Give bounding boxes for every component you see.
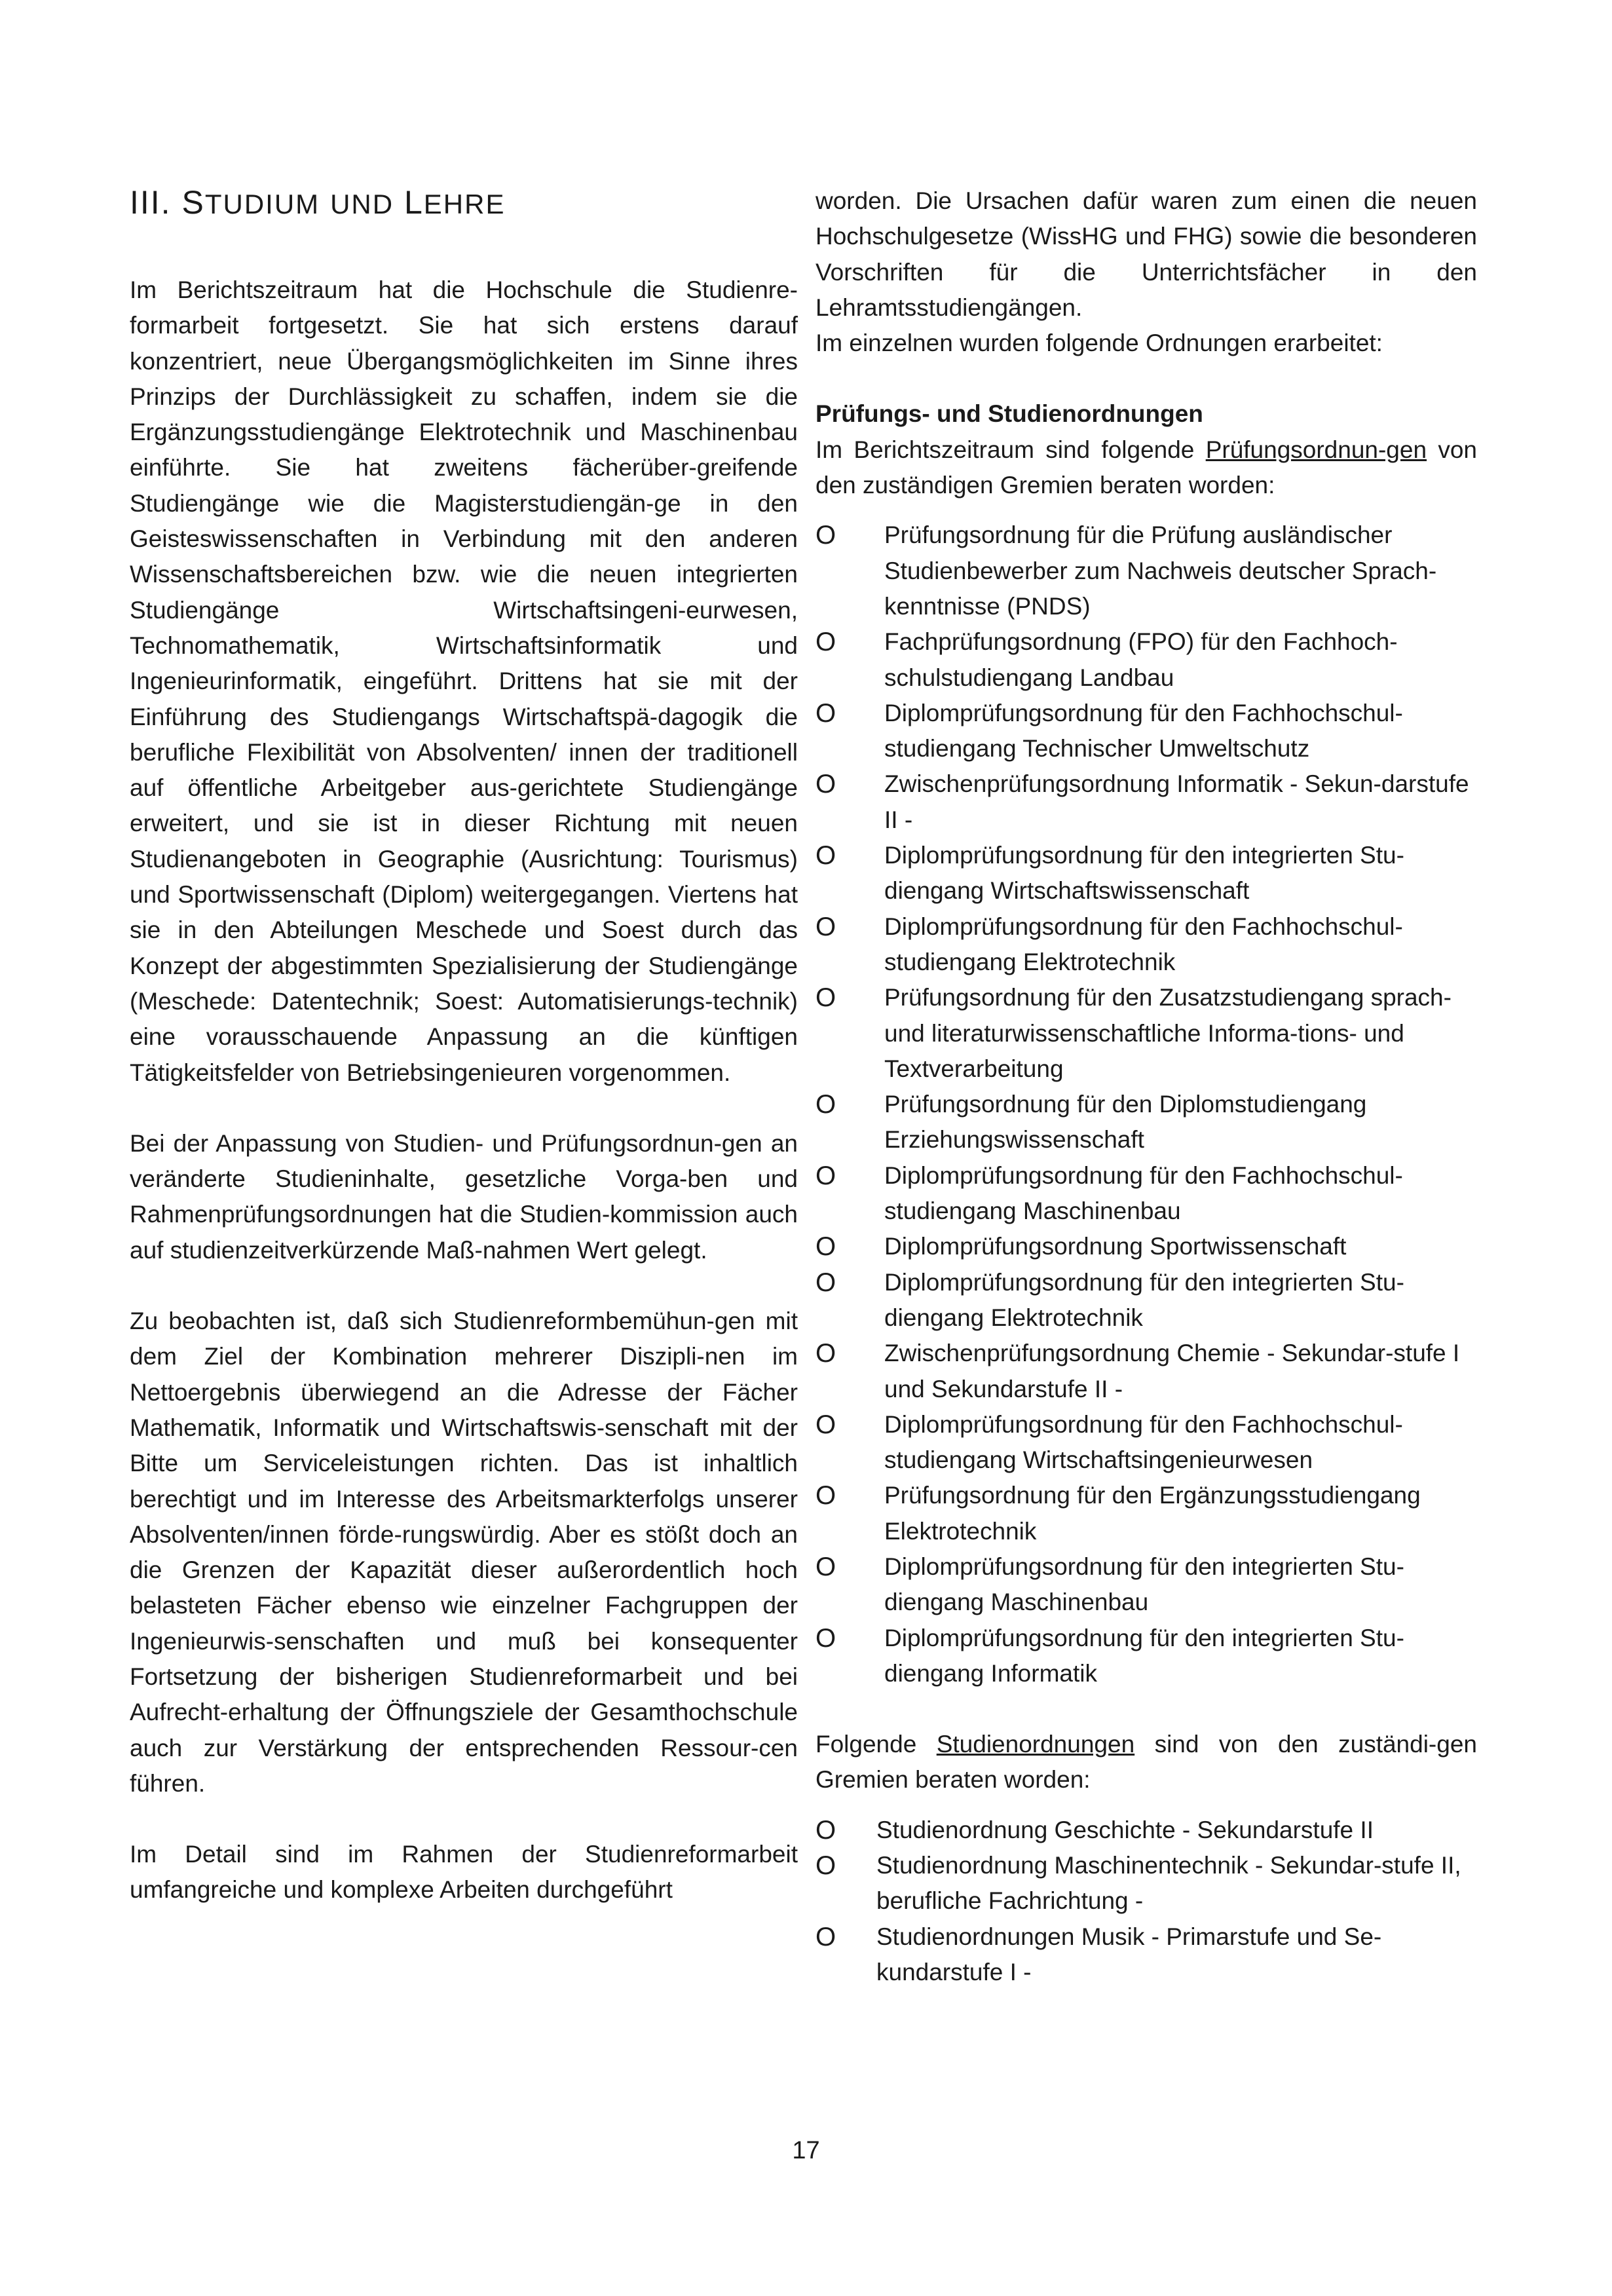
list-item-text: Diplomprüfungsordnung für den Fachhochschul-studiengang Maschinenbau [884, 1161, 1403, 1225]
paragraph-continuation: worden. Die Ursachen dafür waren zum einen die neuen Hochschulgesetze (WissHG und FHG) sowie die besonderen Vorschriften für die Unterrichtsfächer in den Lehramtsstudiengängen. [815, 187, 1477, 321]
circle-bullet-icon: O [815, 1552, 836, 1581]
list-item [815, 909, 1477, 981]
list-item-text: Prüfungsordnung für den Ergänzungsstudiengang Elektrotechnik [884, 1482, 1421, 1545]
list-item [815, 980, 1477, 1087]
study-orders-list [815, 1813, 1477, 1990]
paragraph-orders-intro: Im einzelnen wurden folgende Ordnungen erarbeitet: [815, 329, 1383, 357]
list-item-text: Diplomprüfungsordnung für den Fachhochschul-studiengang Technischer Umweltschutz [884, 699, 1403, 762]
circle-bullet-icon: O [815, 1410, 836, 1439]
list-item-text: Diplomprüfungsordnung Sportwissenschaft [884, 1233, 1347, 1260]
list-item [815, 624, 1477, 696]
list-item [815, 766, 1477, 838]
circle-bullet-icon: O [815, 1161, 836, 1190]
circle-bullet-icon: O [815, 1232, 836, 1262]
list-item-text: Diplomprüfungsordnung für den Fachhochschul-studiengang Wirtschaftsingenieurwesen [884, 1410, 1403, 1474]
circle-bullet-icon: O [815, 628, 836, 657]
right-column [815, 183, 1477, 1990]
list-item-text: Diplomprüfungsordnung für den integrierten Stu-diengang Maschinenbau [884, 1553, 1404, 1616]
page-number: 17 [792, 2137, 820, 2164]
list-item [815, 1087, 1477, 1158]
list-item-text: Diplomprüfungsordnung für den integrierten Stu-diengang Elektrotechnik [884, 1268, 1404, 1331]
section-title: III. STUDIUM UND LEHRE [130, 184, 506, 221]
paragraph-study-orders-intro: Folgende Studienordnungen sind von den zuständi-gen Gremien beraten worden: [815, 1731, 1477, 1794]
circle-bullet-icon: O [815, 1851, 836, 1881]
list-item [815, 1265, 1477, 1336]
list-item [815, 1919, 1477, 1991]
circle-bullet-icon: O [815, 698, 836, 728]
list-item-text: Studienordnung Maschinentechnik - Sekundar-stufe II, berufliche Fachrichtung - [876, 1852, 1461, 1915]
list-item-text: Prüfungsordnung für die Prüfung ausländischer Studienbewerber zum Nachweis deutscher Sprach-kenntnisse (PNDS) [884, 521, 1437, 620]
list-item [815, 1407, 1477, 1478]
list-item-text: Studienordnung Geschichte - Sekundarstufe II [876, 1816, 1374, 1843]
list-item-text: Diplomprüfungsordnung für den Fachhochschul-studiengang Elektrotechnik [884, 913, 1403, 975]
list-item-text: Fachprüfungsordnung (FPO) für den Fachhoch-schulstudiengang Landbau [884, 628, 1398, 691]
list-item [815, 1158, 1477, 1230]
circle-bullet-icon: O [815, 912, 836, 941]
list-item [815, 1229, 1477, 1264]
list-item-text: Diplomprüfungsordnung für den integrierten Stu-diengang Wirtschaftswissenschaft [884, 842, 1404, 905]
list-item-text: Studienordnungen Musik - Primarstufe und Se-kundarstufe I - [876, 1923, 1382, 1985]
list-item-text: Prüfungsordnung für den Diplomstudiengang Erziehungswissenschaft [884, 1091, 1367, 1154]
circle-bullet-icon: O [815, 1623, 836, 1653]
list-item [815, 1549, 1477, 1621]
circle-bullet-icon: O [815, 521, 836, 550]
subheading-exam-study-orders: Prüfungs- und Studienordnungen [815, 400, 1203, 428]
underlined-studienordnungen: Studienordnungen [936, 1731, 1135, 1758]
list-item [815, 1478, 1477, 1549]
circle-bullet-icon: O [815, 1922, 836, 1951]
circle-bullet-icon: O [815, 841, 836, 871]
list-item-text: Prüfungsordnung für den Zusatzstudiengang sprach- und literaturwissenschaftliche Informa-tions- und Textverarbeitung [884, 984, 1452, 1082]
circle-bullet-icon: O [815, 1090, 836, 1120]
circle-bullet-icon: O [815, 1815, 836, 1845]
list-item [815, 838, 1477, 909]
list-item [815, 696, 1477, 767]
list-item-text: Zwischenprüfungsordnung Informatik - Sekun-darstufe II - [884, 770, 1469, 833]
exam-orders-list [815, 518, 1477, 1691]
circle-bullet-icon: O [815, 983, 836, 1013]
left-column [130, 183, 798, 1908]
circle-bullet-icon: O [815, 1268, 836, 1297]
paragraph-observation: Zu beobachten ist, daß sich Studienreformbemühun-gen mit dem Ziel der Kombination mehrerer Diszipli-nen im Nettoergebnis überwiegend an die Adresse der Fächer Mathematik, Informatik und Wirtschaftswis-senschaft mit der Bitte um Serviceleistungen richten. Das ist inhaltlich berechtigt und im Interesse des Arbeitsmarkterfolgs unserer Absolventen/innen förde-rungswürdig. Aber es stößt doch an die Grenzen der Kapazität dieser außerordentlich hoch belasteten Fächer ebenso wie einzelner Fachgruppen der Ingenieurwis-senschaften und muß bei konsequenter Fortsetzung der bisherigen Studienreformarbeit und bei Aufrecht-erhaltung der Öffnungsziele der Gesamthochschule auch zur Verstärkung der entsprechenden Ressour-cen führen. [130, 1308, 798, 1797]
paragraph-adjustment: Bei der Anpassung von Studien- und Prüfungsordnun-gen an veränderte Studieninhalte, gesetzliche Vorga-ben und Rahmenprüfungsordnungen hat die Studien-kommission auch auf studienzeitverkürzende Maß-nahmen Wert gelegt. [130, 1129, 798, 1264]
circle-bullet-icon: O [815, 1481, 836, 1511]
list-item-text: Zwischenprüfungsordnung Chemie - Sekundar-stufe I und Sekundarstufe II - [884, 1340, 1460, 1402]
list-item [815, 1813, 1477, 1848]
underlined-pruefungsordnungen: Prüfungsordnun-gen [1205, 436, 1427, 463]
list-item [815, 1848, 1477, 1919]
list-item [815, 518, 1477, 624]
paragraph-detail: Im Detail sind im Rahmen der Studienreformarbeit umfangreiche und komplexe Arbeiten durchgeführt [130, 1841, 798, 1904]
list-item [815, 1336, 1477, 1407]
circle-bullet-icon: O [815, 1339, 836, 1368]
list-item [815, 1621, 1477, 1692]
list-item-text: Diplomprüfungsordnung für den integrierten Stu-diengang Informatik [884, 1624, 1404, 1687]
circle-bullet-icon: O [815, 770, 836, 799]
paragraph-exam-orders-intro: Im Berichtszeitraum sind folgende Prüfungsordnun-gen von den zuständigen Gremien beraten worden: [815, 436, 1478, 499]
paragraph-intro: Im Berichtszeitraum hat die Hochschule die Studienre-formarbeit fortgesetzt. Sie hat sich erstens darauf konzentriert, neue Übergangsmöglichkeiten im Sinne ihres Prinzips der Durchlässigkeit zu schaffen, indem sie die Ergänzungsstudiengänge Elektrotechnik und Maschinenbau einführte. Sie hat zweitens fächerüber-greifende Studiengänge wie die Magisterstudiengän-ge in den Geisteswissenschaften in Verbindung mit den anderen Wissenschaftsbereichen bzw. wie die neuen integrierten Studiengänge Wirtschaftsingeni-eurwesen, Technomathematik, Wirtschaftsinformatik und Ingenieurinformatik, eingeführt. Drittens hat sie mit der Einführung des Studiengangs Wirtschaftspä-dagogik die berufliche Flexibilität von Absolventen/ innen der traditionell auf öffentliche Arbeitgeber aus-gerichtete Studiengänge erweitert, und sie ist in dieser Richtung mit neuen Studienangeboten in Geographie (Ausrichtung: Tourismus) und Sportwissenschaft (Diplom) weitergegangen. Viertens hat sie in den Abteilungen Meschede und Soest durch das Konzept der abgestimmten Spezialisierung der Studiengänge (Meschede: Datentechnik; Soest: Automatisierungs-technik) eine vorausschauende Anpassung an die künftigen Tätigkeitsfelder von Betriebsingenieuren vorgenommen. [130, 276, 798, 1086]
